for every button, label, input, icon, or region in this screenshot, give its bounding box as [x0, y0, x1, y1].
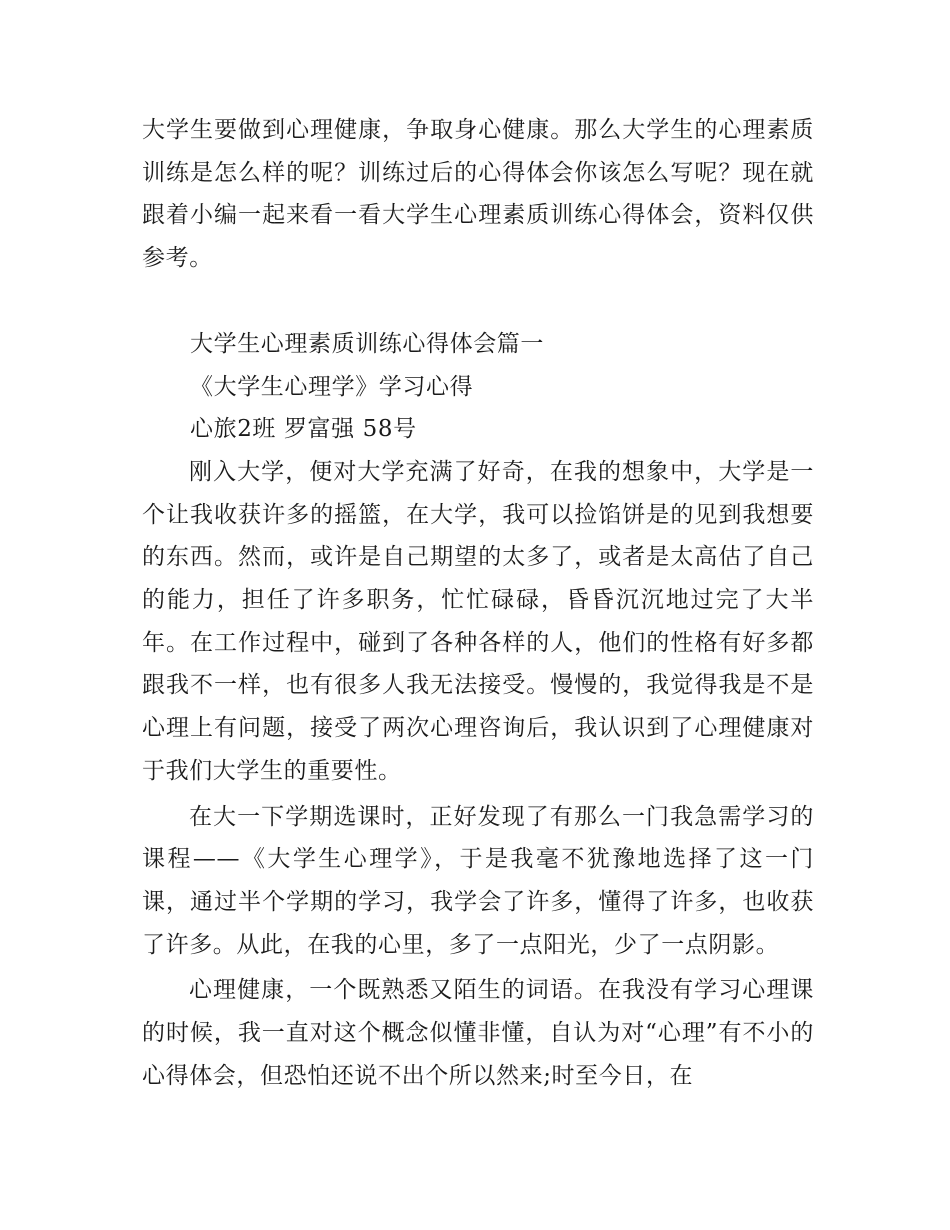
section-title: 大学生心理素质训练心得体会篇一 [190, 330, 544, 357]
body-paragraph-1: 刚入大学，便对大学充满了好奇，在我的想象中，大学是一个让我收获许多的摇篮，在大学，我可以捡馅饼是的见到我想要的东西。然而，或许是自己期望的太多了，或者是太高估了自己的能力，担任了许多职务，忙忙碌碌，昏昏沉沉地过完了大半年。在工作过程中，碰到了各种各样的人，他们的性格有好多都跟我不一样，也有很多人我无法接受。慢慢的，我觉得我是不是心理上有问题，接受了两次心理咨询后，我认识到了心理健康对于我们大学生的重要性。 [142, 458, 814, 784]
author-line: 心旅2班 罗富强 58号 [190, 416, 417, 443]
intro-paragraph: 大学生要做到心理健康，争取身心健康。那么大学生的心理素质训练是怎么样的呢？训练过后的心得体会你该怎么写呢？现在就跟着小编一起来看一看大学生心理素质训练心得体会，资料仅供参考。 [142, 117, 814, 272]
article-title: 《大学生心理学》学习心得 [190, 373, 474, 400]
body-paragraph-3: 心理健康，一个既熟悉又陌生的词语。在我没有学习心理课的时候，我一直对这个概念似懂非懂，自认为对“心理”有不小的心得体会，但恐怕还说不出个所以然来;时至今日，在 [142, 977, 814, 1089]
body-paragraph-2: 在大一下学期选课时，正好发现了有那么一门我急需学习的课程——《大学生心理学》，于是我毫不犹豫地选择了这一门课，通过半个学期的学习，我学会了许多，懂得了许多，也收获了许多。从此，在我的心里，多了一点阳光，少了一点阴影。 [142, 803, 814, 958]
document-page [142, 109, 814, 1097]
article-header [142, 323, 814, 451]
